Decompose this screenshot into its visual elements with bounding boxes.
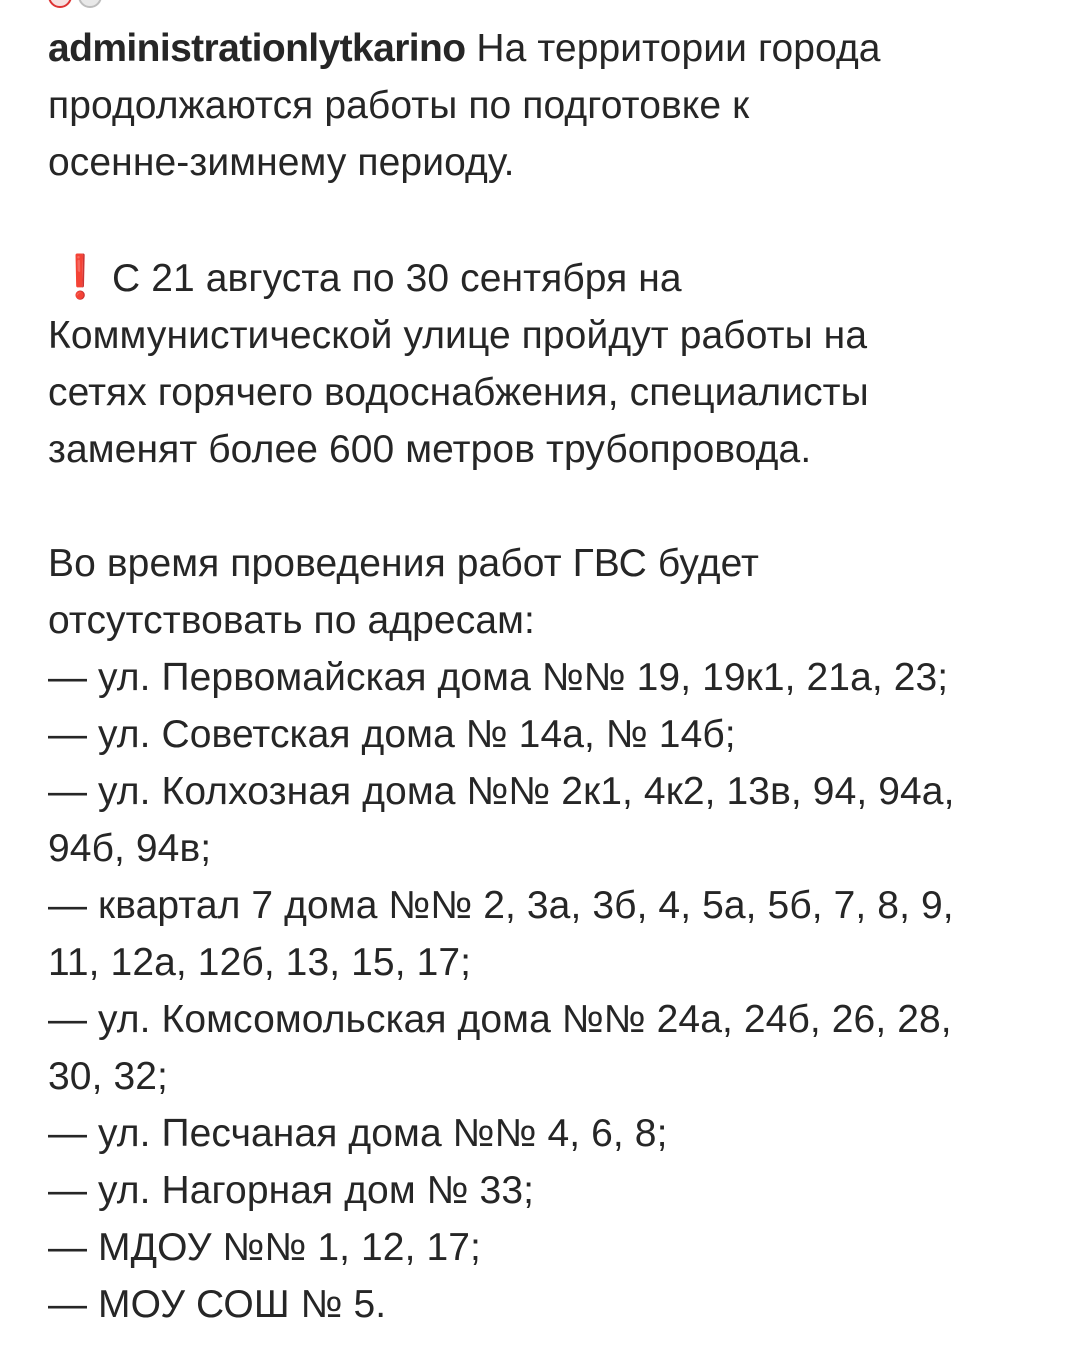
story-ring-icon	[48, 0, 72, 8]
exclamation-icon: ❗	[54, 253, 107, 300]
addresses-intro-line: Во время проведения работ ГВС будет	[48, 542, 760, 585]
notice-line: Коммунистической улице пройдут работы на	[48, 314, 868, 357]
address-line: 11, 12а, 12б, 13, 15, 17;	[48, 941, 472, 984]
address-line: — ул. Колхозная дома №№ 2к1, 4к2, 13в, 94, 94а,	[48, 770, 955, 813]
notice-line: сетях горячего водоснабжения, специалисты	[48, 371, 869, 414]
previous-post-cut-off	[48, 0, 168, 6]
address-line: — квартал 7 дома №№ 2, 3а, 3б, 4, 5а, 5б, 7, 8, 9,	[48, 884, 954, 927]
address-line: 30, 32;	[48, 1055, 168, 1098]
notice-line	[48, 248, 1038, 307]
intro-line: На территории города	[476, 27, 881, 70]
address-line: — ул. Первомайская дома №№ 19, 19к1, 21а, 23;	[48, 656, 949, 699]
address-line: 94б, 94в;	[48, 827, 212, 870]
paragraph-gap	[48, 478, 1038, 535]
paragraph-gap	[48, 191, 1038, 248]
address-line: — МОУ СОШ № 5.	[48, 1283, 387, 1326]
address-line: — ул. Нагорная дом № 33;	[48, 1169, 535, 1212]
address-line: — ул. Песчаная дома №№ 4, 6, 8;	[48, 1112, 668, 1155]
addresses-intro-line: отсутствовать по адресам:	[48, 599, 535, 642]
post-caption	[48, 20, 1038, 1333]
notice-text: С 21 августа по 30 сентября на	[112, 257, 682, 300]
avatar-icon	[78, 0, 102, 8]
notice-line: заменят более 600 метров трубопровода.	[48, 428, 812, 471]
address-line: — ул. Советская дома № 14а, № 14б;	[48, 713, 736, 756]
intro-line: продолжаются работы по подготовке к	[48, 84, 750, 127]
caption-line-1	[48, 20, 1038, 77]
username-link[interactable]: administrationlytkarino	[48, 27, 466, 70]
address-line: — ул. Комсомольская дома №№ 24а, 24б, 26, 28,	[48, 998, 952, 1041]
intro-line: осенне-зимнему периоду.	[48, 141, 515, 184]
address-line: — МДОУ №№ 1, 12, 17;	[48, 1226, 481, 1269]
